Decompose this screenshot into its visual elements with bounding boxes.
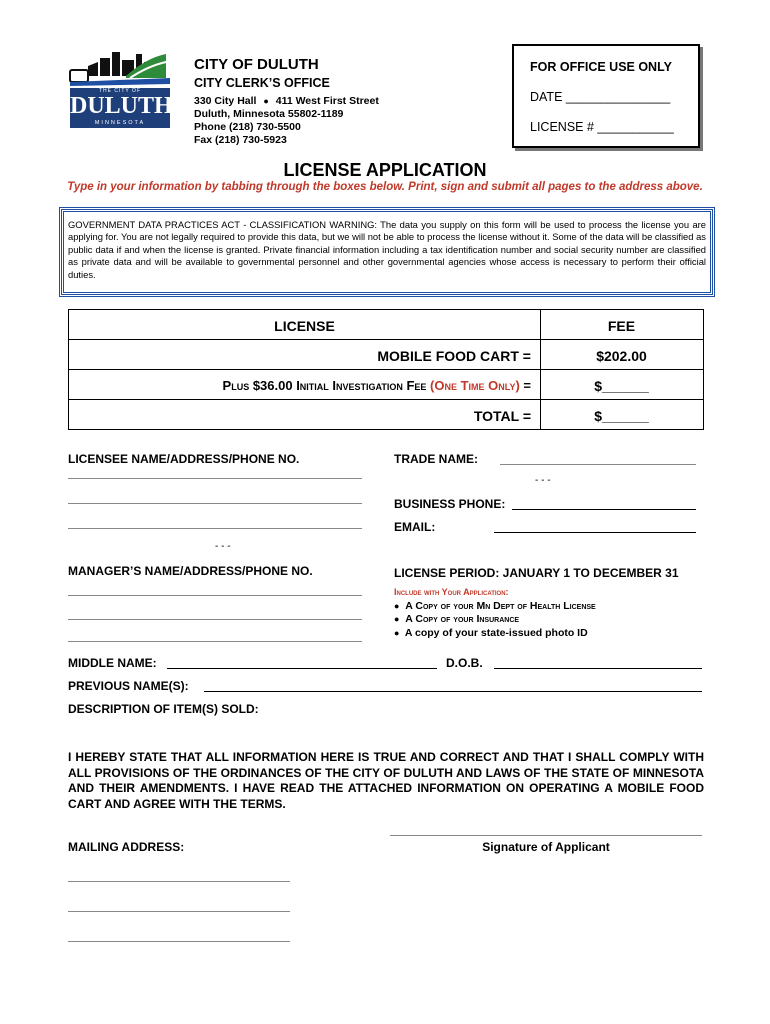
signature-line[interactable] [390, 835, 702, 836]
col-fee: FEE [607, 318, 636, 334]
office-use-title: FOR OFFICE USE ONLY [530, 60, 672, 74]
business-phone-input[interactable] [512, 509, 696, 510]
office-use-box [512, 44, 700, 148]
row-mobile-food-cart-fee: $202.00 [596, 348, 647, 364]
phone: Phone (218) 730-5500 [194, 121, 301, 133]
licensee-label: LICENSEE NAME/ADDRESS/PHONE NO. [68, 452, 300, 466]
address-line-2: Duluth, Minnesota 55802-1189 [194, 108, 344, 120]
previous-names-input[interactable] [204, 691, 702, 692]
row-investigation-fee: Plus $36.00 Initial Investigation Fee (One Time Only) = [222, 378, 531, 393]
manager-line-1[interactable] [68, 595, 362, 596]
fax: Fax (218) 730-5923 [194, 134, 287, 146]
dashes-right: - - - [535, 475, 551, 486]
dashes-left: - - - [215, 541, 231, 552]
logo-top-text: THE CITY OF [98, 88, 142, 94]
logo-name: DULUTH [70, 93, 173, 119]
trade-name-input[interactable] [500, 464, 696, 465]
dob-input[interactable] [494, 668, 702, 669]
signature-label: Signature of Applicant [482, 840, 610, 854]
business-phone-label: BUSINESS PHONE: [394, 497, 506, 511]
office-license-field[interactable]: LICENSE # ___________ [530, 120, 674, 134]
email-label: EMAIL: [394, 520, 436, 534]
row-total: TOTAL = [473, 408, 531, 424]
data-practices-warning [61, 209, 713, 295]
include-heading: Include with Your Application: [394, 587, 509, 597]
clerk-office: CITY CLERK’S OFFICE [194, 76, 330, 90]
address-line-1: 330 City Hall ● 411 West First Street [194, 95, 379, 107]
licensee-line-3[interactable] [68, 528, 362, 529]
description-label: DESCRIPTION OF ITEM(S) SOLD: [68, 702, 259, 716]
certification-statement: I HEREBY STATE THAT ALL INFORMATION HERE IS TRUE AND CORRECT AND THAT I SHALL COMPLY WITH ALL PROVISIONS OF THE ORDINANCES OF THE CITY OF DULUTH AND LAWS OF THE STATE OF MINNESOTA AND THEIR AMENDMENTS. I HAVE READ THE ATTACHED INFORMATION ON OPERATING A MOBILE FOOD CART AND AGREE WITH THE TERMS. [68, 750, 704, 811]
manager-label: MANAGER’S NAME/ADDRESS/PHONE NO. [68, 564, 313, 578]
total-fee-input[interactable]: $______ [594, 408, 649, 424]
middle-name-input[interactable] [167, 668, 437, 669]
fee-table [68, 309, 704, 430]
instructions: Type in your information by tabbing through the boxes below. Print, sign and submit all pages to the address above. [67, 181, 703, 193]
row-mobile-food-cart: MOBILE FOOD CART = [377, 348, 531, 364]
city-name: CITY OF DULUTH [194, 56, 319, 73]
logo-state: MINNESOTA [94, 120, 146, 126]
warning-text: GOVERNMENT DATA PRACTICES ACT - CLASSIFICATION WARNING: The data you supply on this form will be used to process the license you are applying for. You are not legally required to provide this data, but we will not be able to process the license without it. Some of the data will be classified as public data if and when the license is granted. Private financial information including a tax identification number and social security number are classified as private data and will be available to governmental personnel and other governmental agencies whose access is necessary to perform their official duties. [68, 219, 706, 280]
previous-names-label: PREVIOUS NAME(S): [68, 679, 189, 693]
trade-name-label: TRADE NAME: [394, 452, 478, 466]
middle-name-label: MIDDLE NAME: [68, 656, 157, 670]
licensee-line-1[interactable] [68, 478, 362, 479]
mailing-line-2[interactable] [68, 911, 290, 912]
manager-line-2[interactable] [68, 619, 362, 620]
page-title: LICENSE APPLICATION [283, 160, 487, 180]
duluth-logo-icon [66, 48, 174, 134]
include-item-3: ● A copy of your state-issued photo ID [394, 627, 588, 639]
license-period: LICENSE PERIOD: JANUARY 1 TO DECEMBER 31 [394, 566, 679, 580]
mailing-line-3[interactable] [68, 941, 290, 942]
dob-label: D.O.B. [446, 656, 483, 670]
mailing-address-label: MAILING ADDRESS: [68, 840, 185, 854]
mailing-line-1[interactable] [68, 881, 290, 882]
office-date-field[interactable]: DATE _______________ [530, 90, 671, 104]
col-license: LICENSE [274, 318, 335, 334]
include-item-1: ● A Copy of your Mn Dept of Health License [394, 600, 596, 612]
manager-line-3[interactable] [68, 641, 362, 642]
investigation-fee-input[interactable]: $______ [594, 378, 649, 394]
email-input[interactable] [494, 532, 696, 533]
licensee-line-2[interactable] [68, 503, 362, 504]
include-item-2: ● A Copy of your Insurance [394, 613, 520, 625]
